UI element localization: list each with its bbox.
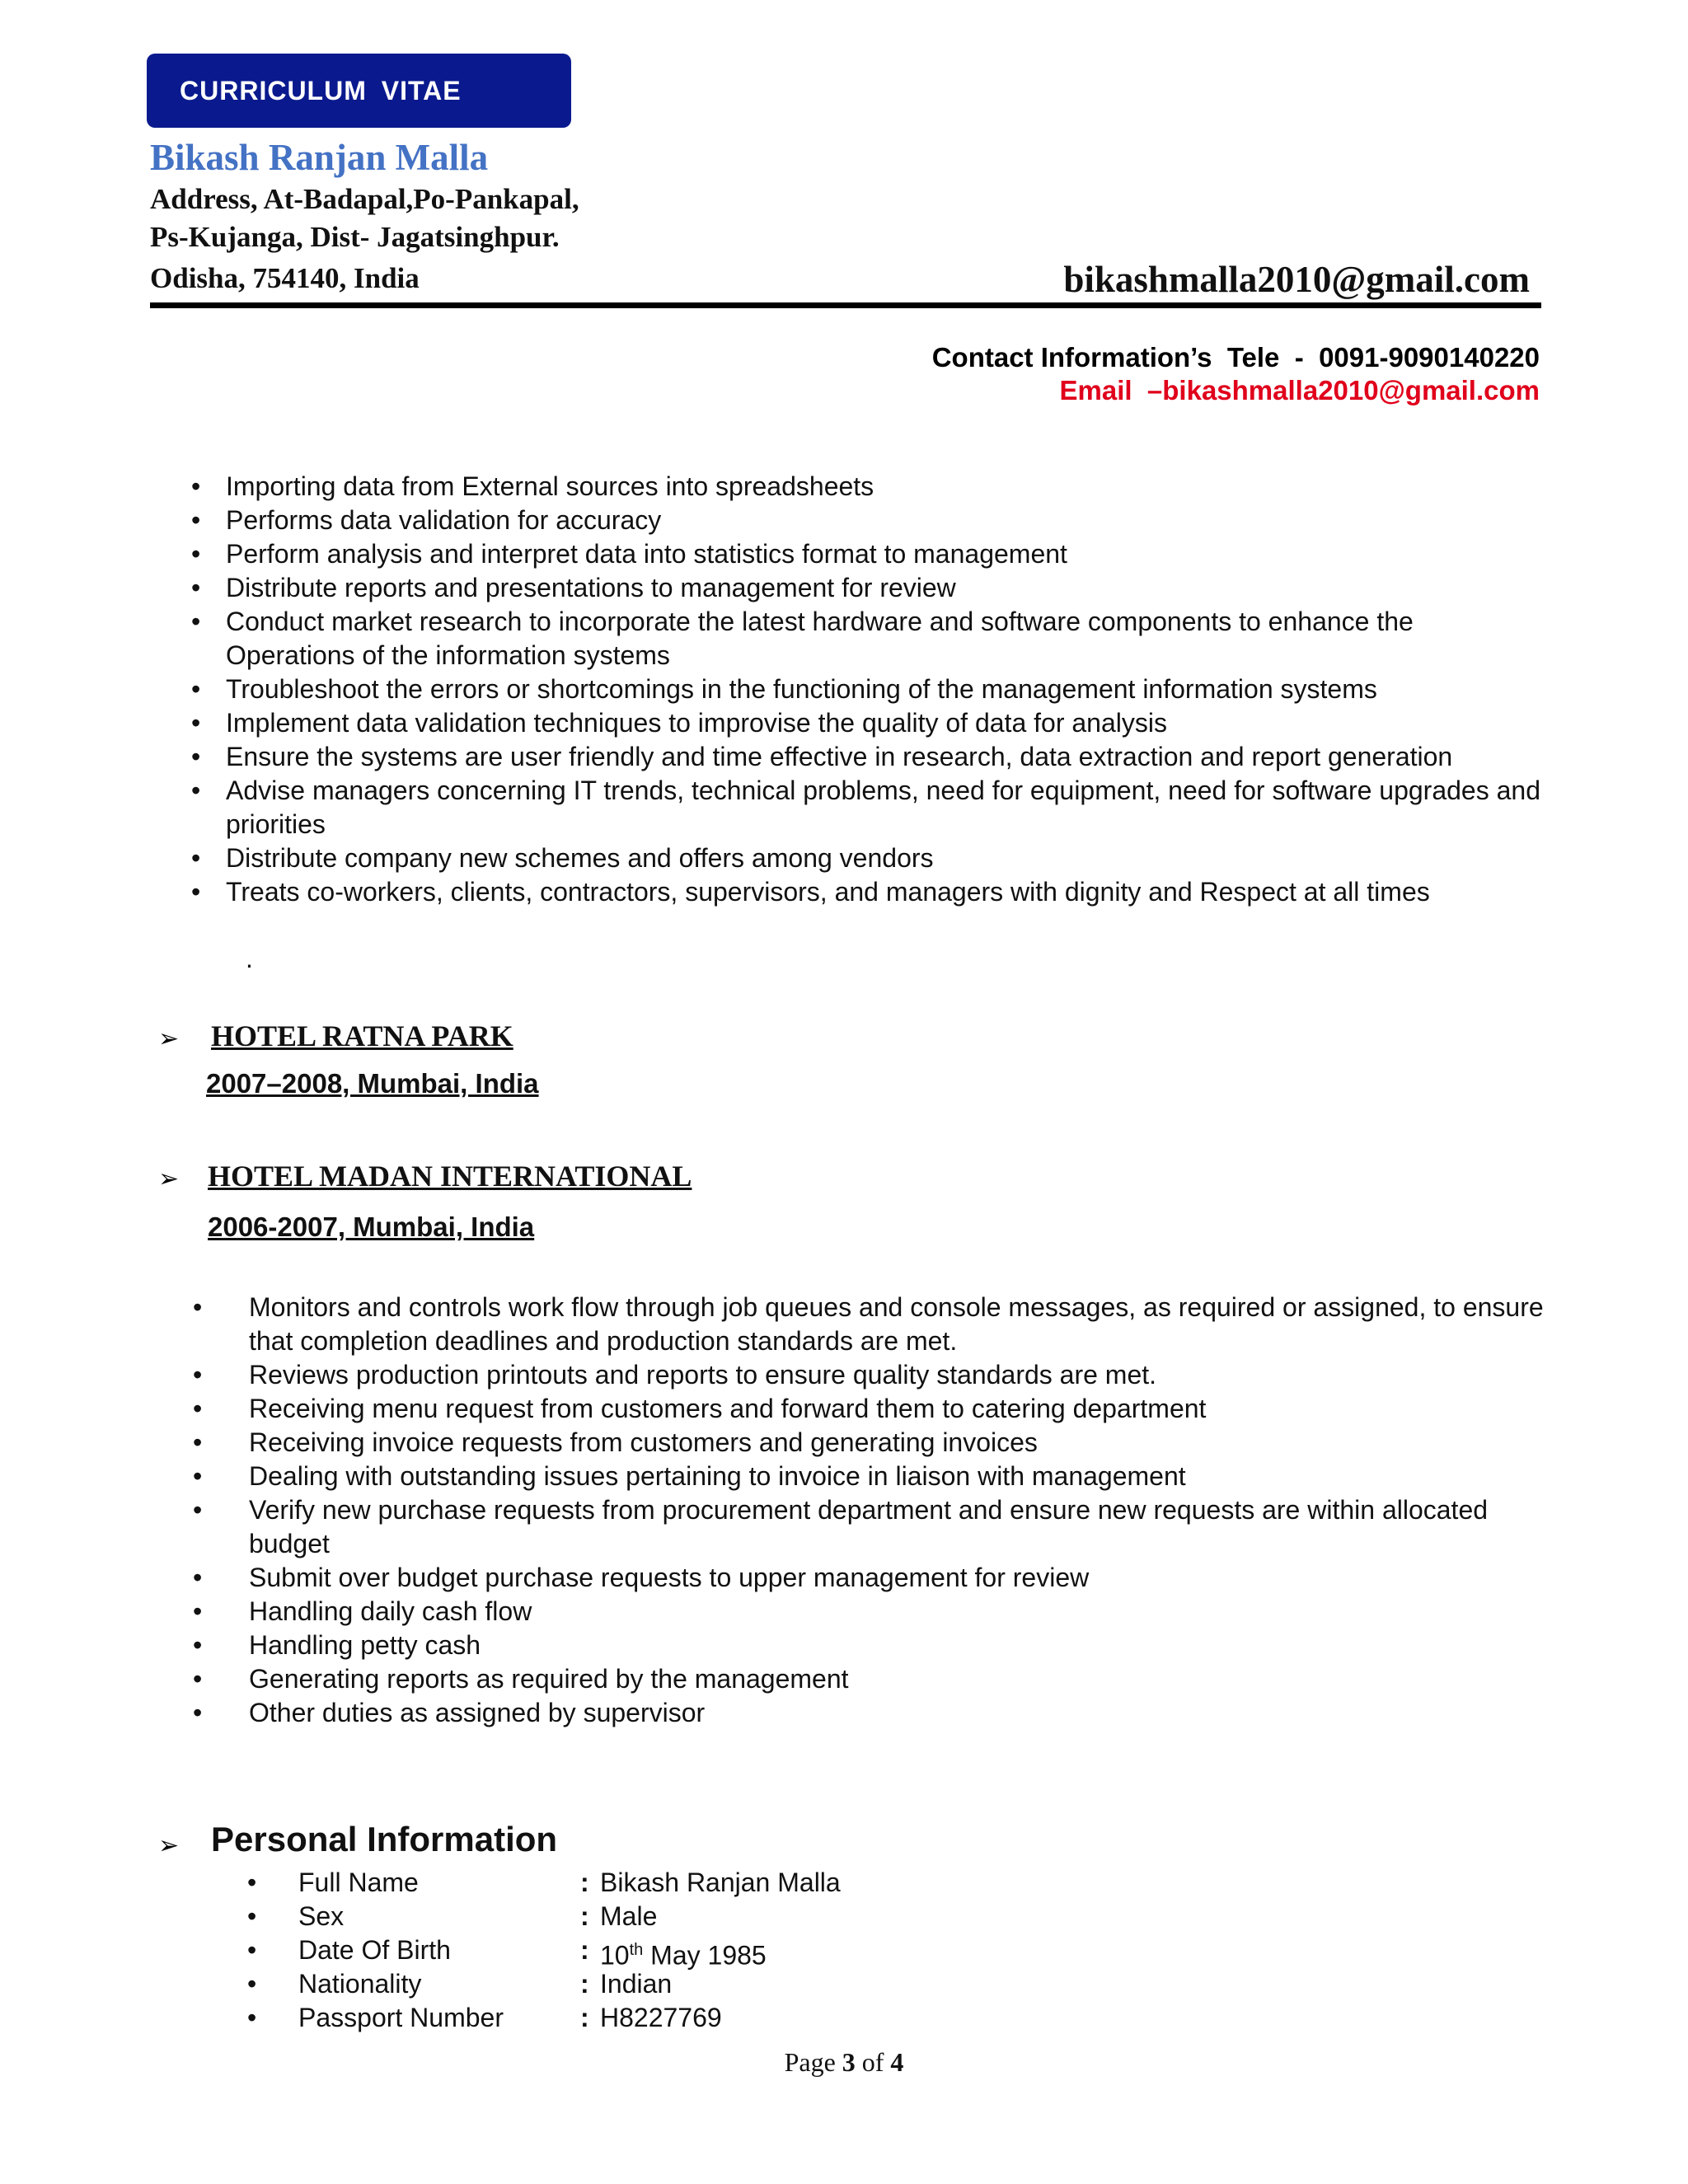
personal-row-nationality <box>247 1967 672 2001</box>
list-item: • Reviews production printouts and reports to ensure quality standards are met. <box>191 1358 1551 1392</box>
field-value: Male <box>600 1901 658 1931</box>
address-line-2: Ps-Kujanga, Dist- Jagatsinghpur. <box>150 221 560 253</box>
list-item: • Distribute company new schemes and offers among vendors <box>191 841 1543 875</box>
field-separator: : <box>580 1969 589 1999</box>
field-label: Passport Number <box>298 2003 504 2032</box>
bullet-icon: • <box>193 1394 203 1423</box>
contact-tele: Contact Information’s Tele - 0091-9090140220 <box>931 342 1540 373</box>
list-item: • Submit over budget purchase requests to upper management for review <box>191 1561 1551 1595</box>
list-item: • Other duties as assigned by supervisor <box>191 1696 1551 1730</box>
list-item: • Performs data validation for accuracy <box>191 504 1543 537</box>
field-separator: : <box>580 2003 589 2032</box>
bullet-icon: • <box>193 1664 203 1694</box>
bullet-icon: • <box>191 843 201 873</box>
field-value: H8227769 <box>600 2003 722 2032</box>
list-item: • Troubleshoot the errors or shortcomings in the functioning of the management information systems <box>191 673 1543 706</box>
bullet-icon: • <box>193 1461 203 1491</box>
list-item: • Perform analysis and interpret data into statistics format to management <box>191 537 1543 571</box>
bullet-icon: • <box>191 607 201 636</box>
bullet-icon: • <box>193 1698 203 1727</box>
address-line-1: Address, At-Badapal,Po-Pankapal, <box>150 183 579 215</box>
bullet-icon: • <box>193 1427 203 1457</box>
list-item: • Importing data from External sources into spreadsheets <box>191 470 1543 504</box>
bullet-icon: • <box>191 573 201 602</box>
bullet-icon: • <box>247 1901 257 1931</box>
bullet-icon: • <box>193 1360 203 1390</box>
hotel-duties-list <box>191 1291 1551 1730</box>
arrow-icon: ➢ <box>158 1832 180 1859</box>
header-email: bikashmalla2010@gmail.com <box>1063 259 1530 300</box>
list-item: • Distribute reports and presentations to management for review <box>191 571 1543 605</box>
field-value: Bikash Ranjan Malla <box>600 1868 841 1897</box>
arrow-icon: ➢ <box>158 1025 180 1052</box>
bullet-icon: • <box>191 877 201 907</box>
bullet-icon: • <box>193 1596 203 1626</box>
bullet-icon: • <box>191 505 201 535</box>
field-label: Date Of Birth <box>298 1935 451 1965</box>
personal-row-sex <box>247 1900 657 1933</box>
list-item: • Dealing with outstanding issues pertaining to invoice in liaison with management <box>191 1460 1551 1493</box>
field-separator: : <box>580 1868 589 1897</box>
list-item: • Receiving invoice requests from customers and generating invoices <box>191 1426 1551 1460</box>
bullet-icon: • <box>247 2003 257 2032</box>
arrow-icon: ➢ <box>158 1165 180 1193</box>
field-separator: : <box>580 1901 589 1931</box>
list-item: • Advise managers concerning IT trends, technical problems, need for equipment, need for software upgrades and priorities <box>191 776 1540 839</box>
list-item: • Generating reports as required by the management <box>191 1662 1551 1696</box>
section-title-personal: Personal Information <box>211 1820 558 1858</box>
field-label: Nationality <box>298 1969 422 1999</box>
field-separator: : <box>580 1935 589 1965</box>
bullet-icon: • <box>191 776 201 805</box>
personal-row-passport <box>247 2001 722 2035</box>
list-item: • Treats co-workers, clients, contractors, supervisors, and managers with dignity and Respect at all times <box>191 875 1543 909</box>
field-value: 10th May 1985 <box>600 1940 767 1971</box>
bullet-icon: • <box>193 1292 203 1322</box>
list-item: • Receiving menu request from customers and forward them to catering department <box>191 1392 1551 1426</box>
list-item: • Implement data validation techniques to improvise the quality of data for analysis <box>191 706 1543 740</box>
bullet-icon: • <box>247 1935 257 1965</box>
bullet-icon: • <box>191 708 201 738</box>
bullet-icon: • <box>193 1563 203 1592</box>
banner-title: CURRICULUM VITAE <box>180 75 462 105</box>
address-line-3: Odisha, 754140, India <box>150 262 420 294</box>
list-item: • Handling daily cash flow <box>191 1595 1551 1629</box>
stray-dot: . <box>246 944 253 973</box>
list-item: • Handling petty cash <box>191 1629 1551 1662</box>
personal-row-full-name <box>247 1866 841 1900</box>
field-label: Full Name <box>298 1868 419 1897</box>
contact-email: Email –bikashmalla2010@gmail.com <box>1059 375 1540 405</box>
bullet-icon: • <box>247 1868 257 1897</box>
hotel-period-2: 2006-2007, Mumbai, India <box>208 1212 535 1242</box>
header-divider <box>150 302 1541 308</box>
bullet-icon: • <box>191 471 201 501</box>
cv-banner <box>147 54 571 128</box>
hotel-period-1: 2007–2008, Mumbai, India <box>206 1068 539 1099</box>
list-item: • Ensure the systems are user friendly and time effective in research, data extraction and report generation <box>191 740 1543 774</box>
page-number: Page 3 of 4 <box>784 2047 904 2077</box>
field-value: Indian <box>600 1969 673 1999</box>
candidate-name: Bikash Ranjan Malla <box>150 137 489 178</box>
bullet-icon: • <box>191 539 201 569</box>
list-item: • Monitors and controls work flow through job queues and console messages, as required or assigned, to ensure that completion deadlines and production standards are met. <box>193 1292 1544 1356</box>
hotel-name-1: HOTEL RATNA PARK <box>211 1019 513 1052</box>
hotel-name-2: HOTEL MADAN INTERNATIONAL <box>208 1160 692 1193</box>
bullet-icon: • <box>191 674 201 704</box>
list-item: • Conduct market research to incorporate the latest hardware and software components to enhance the Operations of the information systems <box>191 607 1414 670</box>
list-item: • Verify new purchase requests from procurement department and ensure new requests are within allocated budget <box>193 1495 1489 1558</box>
bullet-icon: • <box>247 1969 257 1999</box>
bullet-icon: • <box>191 742 201 771</box>
bullet-icon: • <box>193 1630 203 1660</box>
duties-list <box>191 470 1543 909</box>
bullet-icon: • <box>193 1495 203 1525</box>
field-label: Sex <box>298 1901 345 1931</box>
